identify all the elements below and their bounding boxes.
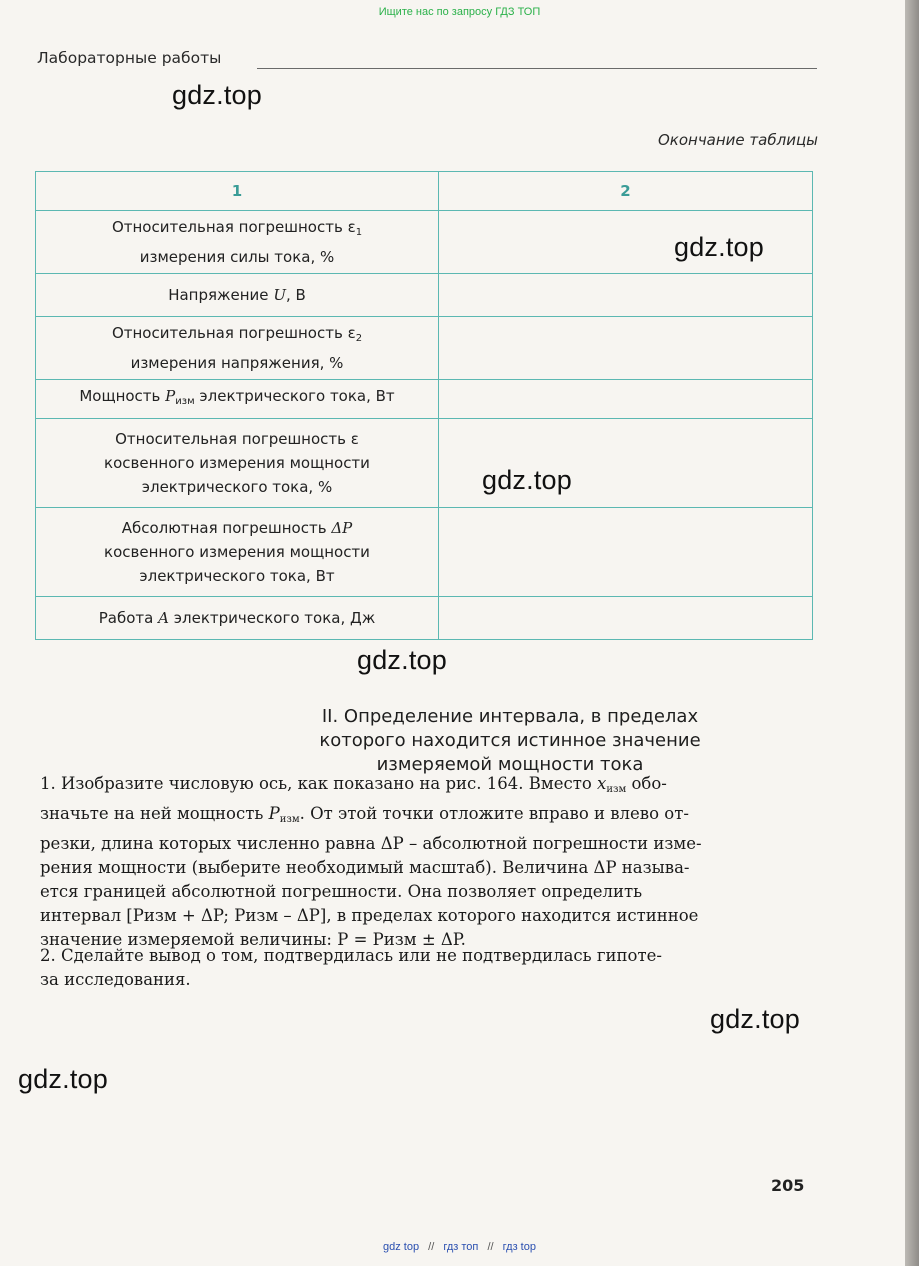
running-head-rule [257, 68, 817, 69]
value-cell[interactable] [439, 317, 813, 380]
bottom-link[interactable]: гдз top [502, 1241, 536, 1253]
row-label: Относительная погрешность ε косвенного измерения мощности электрического тока, % [36, 419, 439, 508]
value-cell[interactable] [439, 211, 813, 274]
running-head: Лабораторные работы [37, 49, 222, 67]
page-edge-shadow [905, 0, 919, 1266]
value-cell[interactable] [439, 597, 813, 640]
watermark: gdz.top [674, 232, 764, 262]
table-row [36, 508, 813, 597]
table-row [36, 419, 813, 508]
instruction-paragraph-2: 2. Сделайте вывод о том, подтвердилась или не подтвердилась гипоте- за исследования. [40, 946, 662, 989]
table-row [36, 317, 813, 380]
table-row [36, 380, 813, 419]
watermark: gdz.top [482, 465, 572, 495]
link-separator: // [428, 1241, 435, 1253]
table-header-row [36, 172, 813, 211]
link-separator: // [487, 1241, 494, 1253]
row-label: Абсолютная погрешность ΔP косвенного измерения мощности электрического тока, Вт [36, 508, 439, 597]
page-number: 205 [771, 1176, 805, 1195]
watermark: gdz.top [357, 645, 447, 675]
value-cell[interactable] [439, 380, 813, 419]
table-row [36, 597, 813, 640]
watermark: gdz.top [18, 1064, 108, 1094]
value-cell[interactable] [439, 508, 813, 597]
top-banner[interactable]: Ищите нас по запросу ГДЗ ТОП [378, 6, 541, 18]
table-row [36, 211, 813, 274]
instruction-paragraph-1: 1. Изобразите числовую ось, как показано на рис. 164. Вместо $x_{изм}$ обо- значьте на ней мощность $P_{изм}$. От этой точки отложите вправо и влево от- резки, длина которых численно равна ΔP – абсолютной погрешности изме- рения мощности (выберите необходимый масштаб). Величина ΔP называ- ется границей абсолютной погрешности. Она позволяет определить интервал [Pизм + ΔP; Pизм – ΔP], в пределах которого находится истинное значение измеряемой величины: P = Pизм ± ΔP. [40, 774, 702, 949]
row-label: Относительная погрешность $\varepsilon_2$ измерения напряжения, % [36, 317, 439, 380]
bottom-links [0, 1241, 919, 1253]
table-caption: Окончание таблицы [657, 131, 818, 149]
watermark: gdz.top [710, 1004, 800, 1034]
bottom-link[interactable]: гдз топ [443, 1241, 479, 1253]
column-header: 2 [439, 172, 813, 211]
section-title: II. Определение интервала, в пределах которого находится истинное значение измеряемой мощности тока [319, 706, 701, 775]
results-table [35, 171, 813, 640]
row-label: Напряжение U, В [36, 274, 439, 317]
bottom-link[interactable]: gdz top [383, 1241, 420, 1253]
row-label: Относительная погрешность $\varepsilon_1$ измерения силы тока, % [36, 211, 439, 274]
row-label: Мощность $P_{изм}$ электрического тока, Вт [36, 380, 439, 419]
column-header: 1 [36, 172, 439, 211]
value-cell[interactable] [439, 274, 813, 317]
table-row [36, 274, 813, 317]
watermark: gdz.top [172, 80, 262, 110]
row-label: Работа A электрического тока, Дж [36, 597, 439, 640]
